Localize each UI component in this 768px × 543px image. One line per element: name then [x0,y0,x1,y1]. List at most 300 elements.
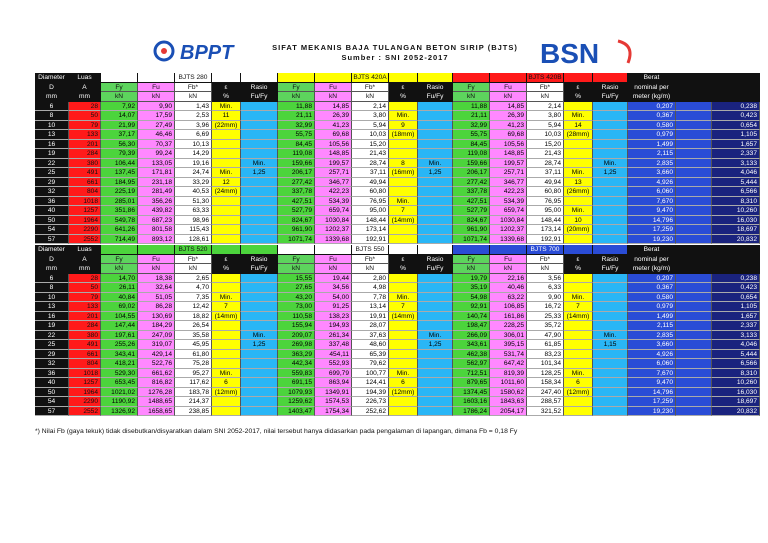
table-cell [389,397,418,407]
table-row [35,302,757,312]
table-cell: 3,133 [712,331,760,341]
header-cell: Fu/Fy [593,92,628,102]
table-cell: (24mm) [212,187,241,197]
header-cell: kN [138,92,175,102]
table-cell: 140,74 [453,312,490,322]
table-cell: 337,78 [278,187,315,197]
table-cell: 21,99 [101,121,138,131]
table-cell [676,321,712,331]
table-cell: 2,115 [628,321,676,331]
table-cell: (12mm) [389,388,418,398]
table-cell: 50 [35,388,69,398]
table-cell: 1079,93 [278,388,315,398]
table-cell: 15,55 [278,274,315,284]
table-cell: 79 [69,121,101,131]
table-cell: 2,835 [628,159,676,169]
table-cell: 3,80 [352,111,389,121]
table-row [35,321,757,331]
table-cell: 57 [35,407,69,417]
table-cell [389,235,418,245]
table-cell [593,235,628,245]
header-cell: kN [278,92,315,102]
table-cell: 6 [389,378,418,388]
table-cell: 4,046 [712,168,760,178]
table-cell: 25 [35,168,69,178]
table-cell [418,274,453,284]
table-cell: 281,49 [138,187,175,197]
table-cell: 25,33 [527,312,564,322]
header-cell [490,73,527,83]
table-cell: 20,832 [712,407,760,417]
source-text: Sumber : SNI 2052-2017 [341,53,449,62]
table-cell: 277,42 [278,178,315,188]
header-cell [389,73,418,83]
table-cell: 27,65 [278,283,315,293]
table-cell: 197,61 [101,331,138,341]
table-row [35,331,757,341]
table-cell: 37,17 [101,130,138,140]
table-cell [564,159,593,169]
table-cell: 95,27 [175,369,212,379]
table-cell [676,359,712,369]
table-cell: 14,85 [315,102,352,112]
header-cell: Fu/Fy [593,264,628,274]
header-cell: A [69,255,101,265]
table-cell: 105,56 [490,140,527,150]
table-cell: 32 [35,187,69,197]
table-cell [676,187,712,197]
table-cell: 22,16 [490,274,527,284]
table-cell [593,111,628,121]
table-cell: 28 [69,274,101,284]
table-2 [35,245,757,416]
table-cell: 35,19 [453,283,490,293]
table-cell: 5,94 [352,121,389,131]
table-cell [418,102,453,112]
table-cell [212,130,241,140]
table-cell: 559,83 [278,369,315,379]
table-row [35,121,757,131]
table-cell: 284 [69,321,101,331]
table-cell: 6,060 [628,187,676,197]
table-cell: 10 [35,121,69,131]
table-row [35,340,757,350]
header-cell [241,245,278,255]
table-cell: 1030,84 [315,216,352,226]
table-cell [212,206,241,216]
table-cell: 351,86 [101,206,138,216]
table-cell: 3,660 [628,168,676,178]
table-cell [418,321,453,331]
table-cell: 337,78 [453,187,490,197]
table-cell: 137,45 [101,168,138,178]
table-cell: 124,41 [352,378,389,388]
table-1 [35,73,757,244]
table-cell: Min. [212,102,241,112]
table-row [35,397,757,407]
table-cell: 661 [69,178,101,188]
table-cell: Min. [241,331,278,341]
table-cell: 100,77 [352,369,389,379]
table-cell [212,359,241,369]
table-cell: 231,18 [138,178,175,188]
table-cell [418,302,453,312]
table-cell: 155,94 [278,321,315,331]
table-cell: 15,20 [352,140,389,150]
table-cell [593,378,628,388]
table-cell: (14mm) [389,312,418,322]
header-cell: kN [101,264,138,274]
table-cell: 75,28 [175,359,212,369]
table-cell: 173,14 [527,225,564,235]
table-cell [418,388,453,398]
table-cell: 10 [35,293,69,303]
table-cell: 462,38 [453,350,490,360]
table-cell: 816,82 [138,378,175,388]
table-cell [564,283,593,293]
table-cell: 63,33 [175,206,212,216]
table-cell: 16 [35,140,69,150]
table-cell [241,216,278,226]
header-cell [712,264,760,274]
table-cell: (26mm) [564,187,593,197]
table-cell: 54 [35,225,69,235]
table-cell: 255,26 [101,340,138,350]
table-cell: 28,74 [352,159,389,169]
table-cell: Min. [418,331,453,341]
table-cell [241,302,278,312]
table-cell: 6 [212,378,241,388]
table-cell: 69,68 [490,130,527,140]
table-cell: (16mm) [389,168,418,178]
table-cell: 10,260 [712,206,760,216]
table-cell: 1339,68 [315,235,352,245]
table-cell [212,197,241,207]
table-cell [241,130,278,140]
table-cell [241,359,278,369]
table-cell: 133 [69,302,101,312]
table-cell: 442,34 [278,359,315,369]
table-cell: 11,88 [453,102,490,112]
table-cell [389,149,418,159]
svg-text:BSN: BSN [540,38,600,69]
header-cell: Rasio [241,255,278,265]
table-cell: 1,25 [241,168,278,178]
header-cell [101,73,138,83]
table-cell: 14,796 [628,388,676,398]
table-cell: 1603,16 [453,397,490,407]
header-cell: Fu [138,255,175,265]
table-cell: 49,94 [527,178,564,188]
header-cell: Fu [315,255,352,265]
header-cell: Fb* [352,255,389,265]
table-cell [241,378,278,388]
table-cell: 9 [389,121,418,131]
table-cell [241,149,278,159]
table-cell: 17,259 [628,225,676,235]
table-cell [212,159,241,169]
table-cell: 893,12 [138,235,175,245]
table-cell: 84,45 [453,140,490,150]
table-cell: 19,230 [628,235,676,245]
table-cell [676,340,712,350]
table-cell: 60,80 [352,187,389,197]
table-cell: 21,43 [352,149,389,159]
table-cell: 43,20 [278,293,315,303]
table-cell: 199,57 [490,159,527,169]
table-cell: 194,39 [352,388,389,398]
header-cell [212,73,241,83]
table-cell: 159,66 [453,159,490,169]
table-cell [418,350,453,360]
table-cell [593,206,628,216]
table-cell: 238,85 [175,407,212,417]
table-cell: (14mm) [564,312,593,322]
table-cell: 0,654 [712,121,760,131]
table-cell: 32,99 [278,121,315,131]
table-cell [676,378,712,388]
header-cell: Fu/Fy [418,92,453,102]
table-cell: 37,63 [352,331,389,341]
table-cell: 18,38 [138,274,175,284]
table-cell: 266,09 [453,331,490,341]
table-cell [593,407,628,417]
table-cell: 2290 [69,225,101,235]
table-cell: 1326,92 [101,407,138,417]
table-cell: Min. [564,369,593,379]
table-cell: 0,979 [628,302,676,312]
table-cell [389,140,418,150]
table-row [35,274,757,284]
table-cell [676,369,712,379]
table-cell: 0,423 [712,111,760,121]
table-cell: 1349,91 [315,388,352,398]
table-cell [676,197,712,207]
table-cell: 961,90 [453,225,490,235]
table-cell: 1202,37 [490,225,527,235]
table-cell: 128,25 [527,369,564,379]
table-cell [389,350,418,360]
header-cell: kN [527,264,564,274]
table-cell: 10,03 [352,130,389,140]
table-cell [564,102,593,112]
table-cell: 1018 [69,197,101,207]
table-cell [676,312,712,322]
table-cell [389,283,418,293]
table-cell: 8,310 [712,197,760,207]
table-cell: 35,72 [527,321,564,331]
table-cell: Min. [389,197,418,207]
table-cell: 70,37 [138,140,175,150]
table-cell [564,340,593,350]
table-cell: 1580,62 [490,388,527,398]
table-cell [564,331,593,341]
table-cell: 1488,65 [138,397,175,407]
table-cell: 19 [35,321,69,331]
header-cell: Fy [278,255,315,265]
table-cell: 54,00 [315,293,352,303]
header-cell: ε [564,255,593,265]
table-cell: 19,16 [175,159,212,169]
header [0,35,768,75]
table-cell: Min. [593,159,628,169]
table-cell: 40 [35,206,69,216]
table-cell: 18,82 [175,312,212,322]
table-cell: 1843,63 [490,397,527,407]
table-cell [564,149,593,159]
table-cell [593,178,628,188]
table-cell: 11 [212,111,241,121]
table-cell: 427,51 [453,197,490,207]
table-cell: 1,15 [593,340,628,350]
table-cell: 32 [35,359,69,369]
table-cell: 356,26 [138,197,175,207]
table-cell [676,140,712,150]
table-cell: 0,207 [628,102,676,112]
table-cell [241,206,278,216]
header-cell [315,73,352,83]
table-cell: 529,30 [101,369,138,379]
table-cell [418,293,453,303]
table-cell: 41,23 [315,121,352,131]
header-cell: mm [35,264,69,274]
table-cell: 2,14 [352,102,389,112]
table-cell [241,283,278,293]
table-cell: 1,105 [712,302,760,312]
table-cell: 21,11 [453,111,490,121]
table-cell [241,407,278,417]
table-cell: (18mm) [389,130,418,140]
header-cell: Rasio [593,83,628,93]
table-cell: 534,39 [315,197,352,207]
table-row [35,187,757,197]
table-row [35,407,757,417]
table-cell: 13 [35,130,69,140]
table-cell: Min. [564,206,593,216]
header-cell: nominal per [628,83,676,93]
table-cell: 147,44 [101,321,138,331]
table-cell [593,140,628,150]
table-cell: 159,66 [278,159,315,169]
table-cell: 45,95 [175,340,212,350]
table-cell: 50 [69,111,101,121]
table-cell [593,197,628,207]
table-cell: 5,444 [712,350,760,360]
header-cell [278,73,315,83]
table-cell [676,168,712,178]
table-cell: 226,73 [352,397,389,407]
header-cell: ε [212,83,241,93]
table-cell: 247,40 [527,388,564,398]
table-cell: 34,56 [315,283,352,293]
table-cell: 20,832 [712,235,760,245]
table-cell: 6,566 [712,359,760,369]
table-cell: 40,46 [490,283,527,293]
table-cell: 534,39 [490,197,527,207]
header-cell: Fy [101,83,138,93]
table-cell: 1276,28 [138,388,175,398]
header-cell [418,73,453,83]
table-cell: 7 [564,302,593,312]
table-cell: 98,96 [175,216,212,226]
table-row [35,293,757,303]
table-cell [564,274,593,284]
header-cell: mm [69,264,101,274]
header-cell: Rasio [241,83,278,93]
table-cell: 14,29 [175,149,212,159]
table-cell [212,216,241,226]
header-cell: Fy [278,83,315,93]
bsn-logo [540,35,640,71]
table-cell: 4,926 [628,350,676,360]
table-cell: 527,79 [453,206,490,216]
table-cell: 21,11 [278,111,315,121]
table-cell [564,407,593,417]
header-cell: mm [35,92,69,102]
table-cell: 712,51 [453,369,490,379]
table-cell: 22 [35,159,69,169]
table-cell: 36 [35,197,69,207]
header-cell: meter (kg/m) [628,264,676,274]
table-cell [676,388,712,398]
header-cell: Fu/Fy [418,264,453,274]
header-cell [676,73,712,83]
table-cell [418,225,453,235]
table-cell: 2552 [69,407,101,417]
table-cell: 429,14 [138,350,175,360]
header-cell: BJTS 420B [527,73,564,83]
table-cell: 661,62 [138,369,175,379]
table-cell: 17,259 [628,397,676,407]
table-cell: Min. [593,331,628,341]
table-cell: 8 [389,159,418,169]
table-cell: 819,39 [490,369,527,379]
table-cell: 28 [69,102,101,112]
table-cell: 1030,84 [490,216,527,226]
table-cell: 29 [35,350,69,360]
table-cell: 18,697 [712,397,760,407]
table-cell: 214,37 [175,397,212,407]
table-cell: 225,19 [101,187,138,197]
table-cell: 171,81 [138,168,175,178]
table-cell: 7,670 [628,369,676,379]
table-cell: 119,08 [453,149,490,159]
table-cell [241,178,278,188]
table-cell [418,369,453,379]
table-cell: 15,20 [527,140,564,150]
table-cell: (22mm) [212,121,241,131]
table-cell [389,187,418,197]
table-cell: 491 [69,340,101,350]
table-cell: 6 [35,274,69,284]
table-cell [676,149,712,159]
table-cell: 691,15 [278,378,315,388]
table-cell: 10 [564,216,593,226]
header-cell: kN [490,264,527,274]
table-cell: 699,79 [315,369,352,379]
bppt-logo [150,35,260,71]
table-cell [418,121,453,131]
table-cell: 79,39 [101,149,138,159]
table-cell: 133,05 [138,159,175,169]
table-cell: 2,80 [352,274,389,284]
table-cell: 346,77 [490,178,527,188]
table-cell: (14mm) [389,216,418,226]
table-cell [418,187,453,197]
table-cell: 0,654 [712,293,760,303]
table-cell [418,378,453,388]
table-cell: 51,30 [175,197,212,207]
